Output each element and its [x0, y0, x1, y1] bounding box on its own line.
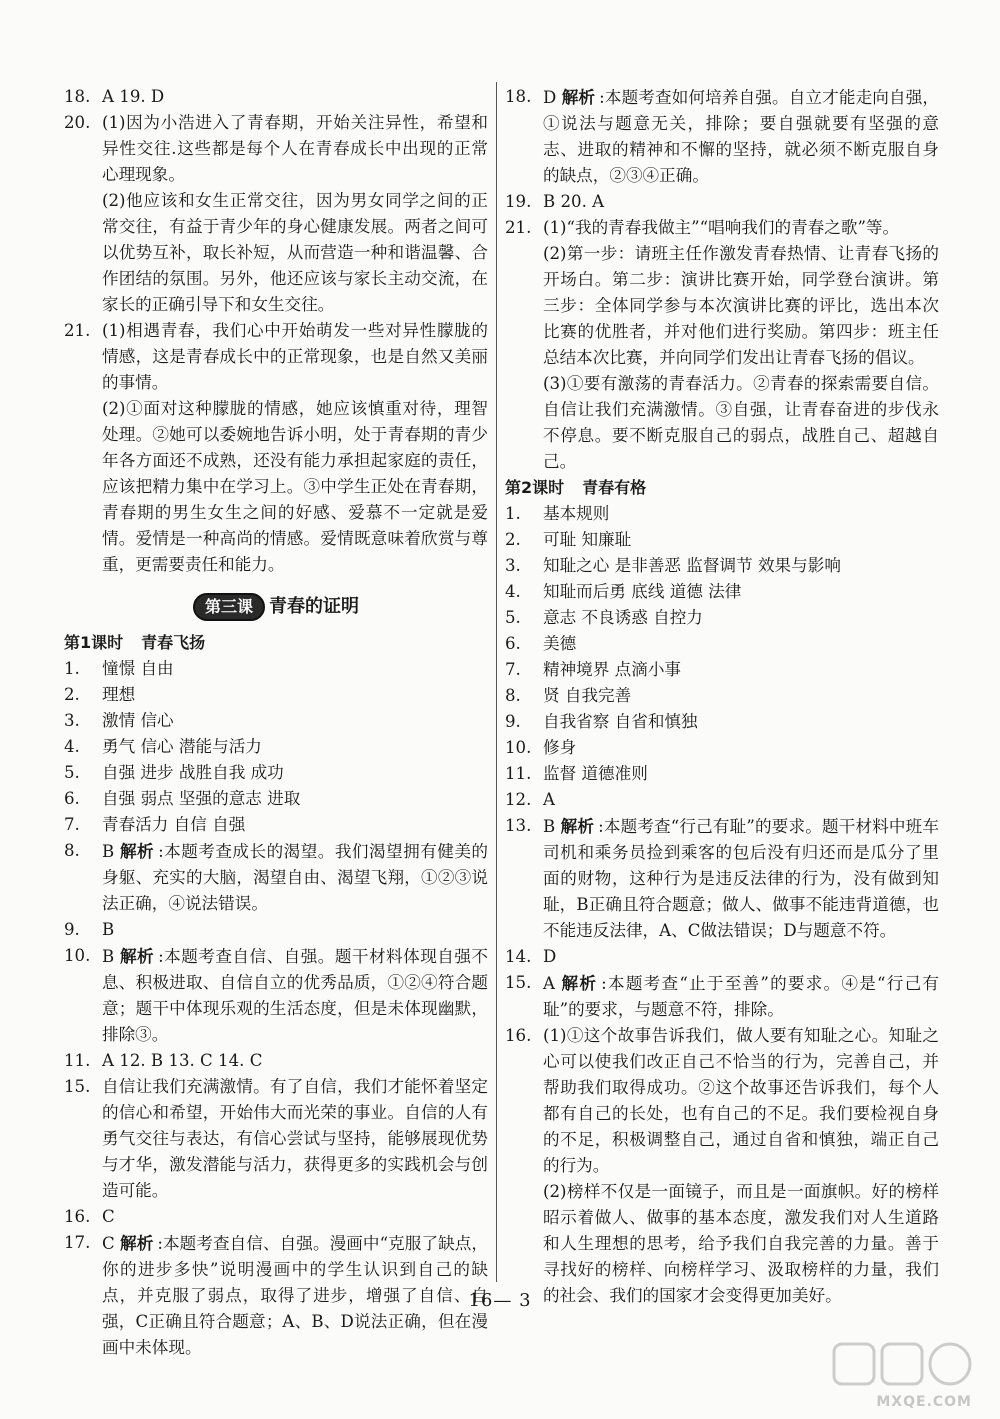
section-title: 青春的证明: [269, 596, 359, 617]
answer-item: 3. 知耻之心 是非善恶 监督调节 效果与影响: [505, 556, 841, 575]
answer-item: 16. (1)①这个故事告诉我们，做人要有知耻之心。知耻之心可以使我们改正自己不恰当的行为，完善自己，并帮助我们取得成功。②这个故事还告诉我们，每个人都有自己的长处，也有自己的不足。我们要检视自身的不足，积极调整自己，通过自省和慎独，端正自己的行为。: [505, 1026, 939, 1175]
section-heading: [64, 592, 488, 622]
lesson-heading: 第1课时 青春飞扬: [64, 633, 206, 652]
answer-item: 5. 自强 进步 战胜自我 成功: [64, 763, 284, 782]
answer-item: 3. 激情 信心: [64, 711, 174, 730]
answer-item: 7. 青春活力 自信 自强: [64, 815, 246, 834]
answer-item: 20. (1)因为小浩进入了青春期，开始关注异性，希望和异性交往.这些都是每个人在青春成长中出现的正常心理现象。: [64, 113, 488, 184]
answer-item: 14. D: [505, 947, 557, 966]
answer-item: 10. B 解析 :本题考查自信、自强。题干材料体现自强不息、积极进取、自信自立的优秀品质，①②④符合题意；题干中体现乐观的生活态度，但是未体现幽默，排除③。: [64, 946, 488, 1044]
left-column: [64, 84, 488, 1361]
answer-item: 6. 美德: [505, 634, 577, 653]
answer-item: 2. 理想: [64, 685, 136, 704]
answer-item: 11. A 12. B 13. C 14. C: [64, 1051, 263, 1070]
answer-item: 4. 勇气 信心 潜能与活力: [64, 737, 262, 756]
answer-paragraph: (2)榜样不仅是一面镜子，而且是一面旗帜。好的榜样昭示着做人、做事的基本态度，激发我们对人生道路和人生理想的思考，给予我们自我完善的力量。善于寻找好的榜样、向榜样学习、汲取榜样的力量，我们的社会、我们的国家才会变得更加美好。: [543, 1182, 939, 1305]
answer-item: 21. (1)相遇青春，我们心中开始萌发一些对异性朦胧的情感，这是青春成长中的正常现象，也是自然又美丽的事情。: [64, 321, 488, 392]
watermark: [832, 1340, 972, 1408]
answer-item: 9. 自我省察 自省和慎独: [505, 712, 698, 731]
answer-item: 1. 憧憬 自由: [64, 659, 174, 678]
answer-item: 7. 精神境界 点滴小事: [505, 660, 682, 679]
answer-item: 21. (1)“我的青春我做主”“唱响我们的青春之歌”等。: [505, 218, 900, 237]
answer-item: 19. B 20. A: [505, 192, 605, 211]
answer-item: 16. C: [64, 1207, 115, 1226]
watermark-logo-icon: [832, 1340, 972, 1390]
answer-item: 8. B 解析 :本题考查成长的渴望。我们渴望拥有健美的身躯、充实的大脑，渴望自由、渴望飞翔，①②③说法正确，④说法错误。: [64, 841, 488, 913]
answer-item: 18. D 解析 :本题考查如何培养自强。自立才能走向自强，①说法与题意无关，排除；要自强就要有坚强的意志、进取的精神和不懈的坚持，就必须不断克服自身的缺点，②③④正确。: [505, 87, 940, 185]
column-divider: [496, 82, 497, 1282]
answer-item: 13. B 解析 :本题考查“行己有耻”的要求。题干材料中班车司机和乘务员捡到乘客的包后没有归还而是瓜分了里面的财物，这种行为是违反法律的行为，没有做到知耻，B正确且符合题意；做人、做事不能违背道德，也不能违反法律，A、C做法错误；D与题意不符。: [505, 816, 939, 940]
lesson-heading: 第2课时 青春有格: [505, 478, 647, 497]
answer-item: 17. C 解析 :本题考查自信、自强。漫画中“克服了缺点，你的进步多快”说明漫画中的学生认识到自己的缺点，并克服了弱点，取得了进步，增强了自信、自强，C正确且符合题意；A、B、D说法正确，但在漫画中未体现。: [64, 1233, 489, 1357]
right-column: [505, 84, 939, 1309]
answer-item: 9. B: [64, 920, 115, 939]
answer-item: 1. 基本规则: [505, 504, 610, 523]
answer-paragraph: (2)第一步：请班主任作激发青春热情、让青春飞扬的开场白。第二步：演讲比赛开始，同学登台演讲。第三步：全体同学参与本次演讲比赛的评比，选出本次比赛的优胜者，并对他们进行奖励。第四步：班主任总结本次比赛，并向同学们发出让青春飞扬的倡议。: [543, 244, 939, 367]
answer-item: 12. A: [505, 790, 555, 809]
answer-paragraph: (3)①要有激荡的青春活力。②青春的探索需要自信。自信让我们充满激情。③自强，让青春奋进的步伐永不停息。要不断克服自己的弱点，战胜自己、超越自己。: [543, 374, 939, 471]
watermark-url: MXQE.COM: [876, 1394, 972, 1410]
section-badge: 第三课: [193, 593, 265, 621]
answer-item: 8. 贤 自我完善: [505, 686, 632, 705]
answer-item: 15. A 解析 :本题考查“止于至善”的要求。④是“行己有耻”的要求，与题意不符，排除。: [505, 973, 940, 1019]
answer-item: 5. 意志 不良诱惑 自控力: [505, 608, 703, 627]
page-number: 16— 3: [468, 1290, 532, 1311]
answer-item: 18. A 19. D: [64, 87, 165, 106]
answer-item: 10. 修身: [505, 738, 577, 757]
answer-item: 4. 知耻而后勇 底线 道德 法律: [505, 582, 742, 601]
answer-paragraph: (2)他应该和女生正常交往，因为男女同学之间的正常交往，有益于青少年的身心健康发展。两者之间可以优势互补，取长补短，从而营造一种和谐温馨、合作团结的氛围。另外，他还应该与家长主动交流，在家长的正确引导下和女生交往。: [102, 191, 488, 314]
answer-item: 2. 可耻 知廉耻: [505, 530, 632, 549]
answer-item: 11. 监督 道德准则: [505, 764, 648, 783]
answer-item: 6. 自强 弱点 坚强的意志 进取: [64, 789, 301, 808]
answer-item: 15. 自信让我们充满激情。有了自信，我们才能怀着坚定的信心和希望，开始伟大而光荣的事业。自信的人有勇气交往与表达，有信心尝试与坚持，能够展现优势与才华，激发潜能与活力，获得更多的实践机会与创造可能。: [64, 1077, 488, 1200]
answer-paragraph: (2)①面对这种朦胧的情感，她应该慎重对待，理智处理。②她可以委婉地告诉小明，处于青春期的青少年各方面还不成熟，还没有能力承担起家庭的责任，应该把精力集中在学习上。③中学生正处在青春期，青春期的男生女生之间的好感、爱慕不一定就是爱情。爱情是一种高尚的情感。爱情既意味着欣赏与尊重，更需要责任和能力。: [102, 399, 488, 574]
